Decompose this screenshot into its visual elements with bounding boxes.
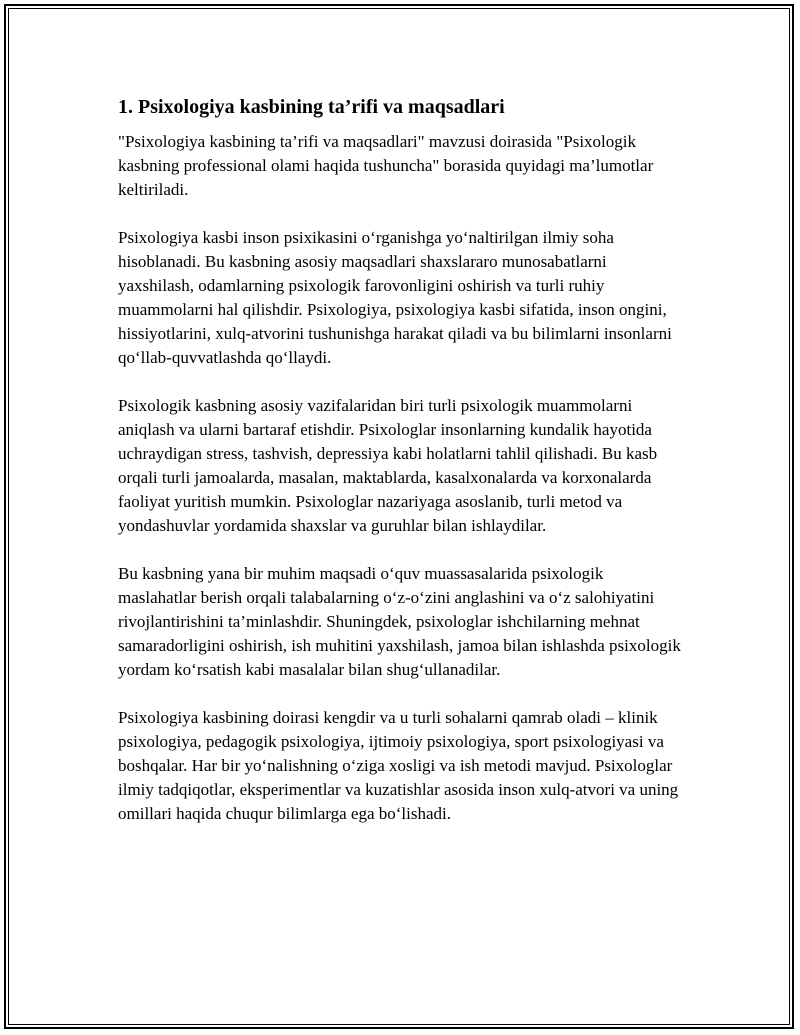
paragraph-scope: Psixologiya kasbining doirasi kengdir va u turli sohalarni qamrab oladi – klinik psixologiya, pedagogik psixologiya, ijtimoiy psixologiya, sport psixologiyasi va boshqalar. Har bir yo‘nalishning o‘ziga xosligi va ish metodi mavjud. Psixologlar ilmiy tadqiqotlar, eksperimentlar va kuzatishlar asosida inson xulq-atvori va uning omillari haqida chuqur bilimlarga ega bo‘lishadi. [118, 708, 679, 823]
paragraph-tasks: Psixologik kasbning asosiy vazifalaridan biri turli psixologik muammolarni aniqlash va ularni bartaraf etishdir. Psixologlar insonlarning kundalik hayotida uchraydigan stress, tashvish, depressiya kabi holatlarni tahlil qilishadi. Bu kasb orqali turli jamoalarda, masalan, maktablarda, kasalxonalarda va korxonalarda faoliyat yuritish mumkin. Psixologlar nazariyaga asoslanib, turli metod va yondashuvlar yordamida shaxslar va guruhlar bilan ishlaydilar. [118, 396, 658, 535]
document-body [118, 94, 684, 850]
paragraph-definition: Psixologiya kasbi inson psixikasini o‘rganishga yo‘naltirilgan ilmiy soha hisoblanadi. Bu kasbning asosiy maqsadlari shaxslararo munosabatlarni yaxshilash, odamlarning psixologik farovonligini oshirish va turli ruhiy muammolarni hal qilishdir. Psixologiya, psixologiya kasbi sifatida, inson ongini, hissiyotlarini, xulq-atvorini tushunishga harakat qiladi va bu bilimlarni insonlarni qo‘llab-quvvatlashda qo‘llaydi. [118, 228, 672, 367]
section-title: 1. Psixologiya kasbining ta’rifi va maqsadlari [118, 96, 505, 118]
paragraph-intro: "Psixologiya kasbining ta’rifi va maqsadlari" mavzusi doirasida "Psixologik kasbning professional olami haqida tushuncha" borasida quyidagi ma’lumotlar keltiriladi. [118, 132, 654, 199]
paragraph-goals: Bu kasbning yana bir muhim maqsadi o‘quv muassasalarida psixologik maslahatlar berish orqali talabalarning o‘z-o‘zini anglashini va o‘z salohiyatini rivojlantirishini ta’minlashdir. Shuningdek, psixologlar ishchilarning mehnat samaradorligini oshirish, ish muhitini yaxshilash, jamoa bilan ishlashda psixologik yordam ko‘rsatish kabi masalalar bilan shug‘ullanadilar. [118, 564, 681, 679]
